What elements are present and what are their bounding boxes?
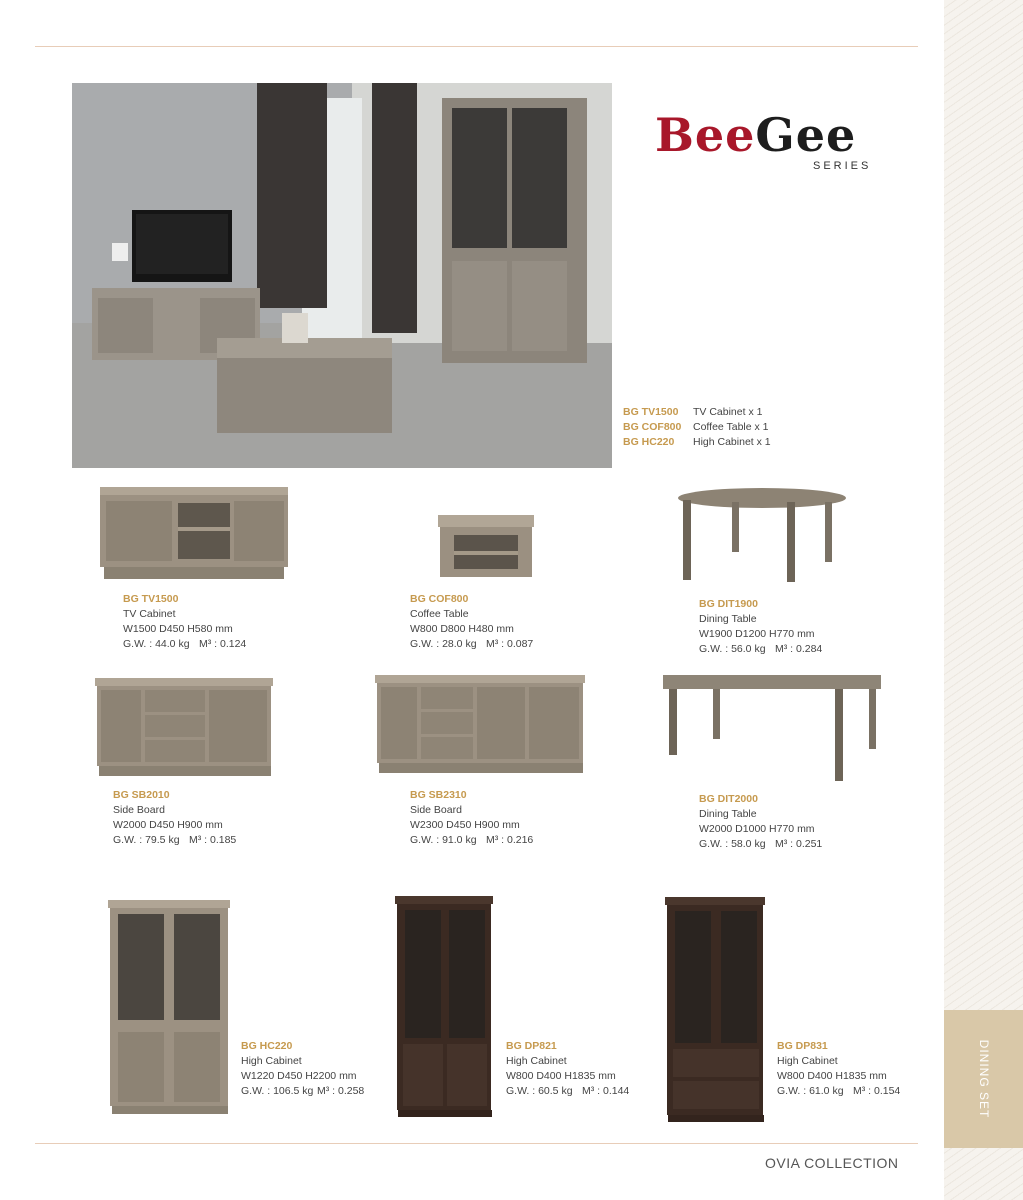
brand-name-part2: Gee (755, 108, 857, 162)
high-cabinet-dp821-image (395, 896, 495, 1118)
side-board-2310-image (375, 675, 587, 775)
product-volume: M³ : 0.124 (199, 638, 247, 650)
brand-logo (655, 108, 885, 178)
product-volume: M³ : 0.216 (486, 834, 534, 846)
product-gross-weight: G.W. : 91.0 kg (410, 834, 477, 846)
collection-footer: OVIA COLLECTION (765, 1155, 899, 1171)
bottom-divider (35, 1143, 918, 1144)
product-name: High Cabinet (506, 1055, 567, 1067)
product-code: BG SB2310 (410, 789, 467, 801)
product-gross-weight: G.W. : 58.0 kg (699, 838, 766, 850)
product-name: Dining Table (699, 808, 757, 820)
product-dimensions: W2000 D450 H900 mm (113, 819, 223, 831)
dining-table-1900-image (677, 488, 847, 583)
set-legend (623, 405, 771, 450)
product-info-dit1900 (699, 597, 822, 657)
product-dimensions: W1500 D450 H580 mm (123, 623, 233, 635)
brand-series: SERIES (813, 160, 872, 172)
product-name: High Cabinet (777, 1055, 838, 1067)
product-info-dit2000 (699, 792, 822, 852)
product-info-dp821 (506, 1039, 629, 1099)
top-divider (35, 46, 918, 47)
legend-code: BG TV1500 (623, 406, 679, 418)
product-gross-weight: G.W. : 44.0 kg (123, 638, 190, 650)
tv-cabinet-image (100, 487, 290, 582)
product-name: Dining Table (699, 613, 757, 625)
product-gross-weight: G.W. : 61.0 kg (777, 1085, 844, 1097)
product-name: Side Board (113, 804, 165, 816)
product-info-tv1500 (123, 592, 246, 652)
product-volume: M³ : 0.251 (775, 838, 823, 850)
coffee-table-image (438, 515, 536, 580)
legend-code: BG HC220 (623, 436, 675, 448)
product-code: BG DIT2000 (699, 793, 758, 805)
product-dimensions: W1900 D1200 H770 mm (699, 628, 815, 640)
legend-row (623, 405, 771, 420)
product-code: BG SB2010 (113, 789, 170, 801)
product-name: TV Cabinet (123, 608, 176, 620)
legend-row (623, 435, 771, 450)
high-cabinet-hc220-image (108, 900, 232, 1115)
product-code: BG DIT1900 (699, 598, 758, 610)
high-cabinet-dp831-image (665, 897, 767, 1123)
product-info-cof800 (410, 592, 533, 652)
dining-table-2000-image (663, 673, 883, 783)
product-code: BG COF800 (410, 593, 469, 605)
product-dimensions: W800 D400 H1835 mm (506, 1070, 616, 1082)
section-tab-label: DINING SET (976, 1039, 991, 1119)
product-info-sb2010 (113, 788, 236, 848)
product-name: Side Board (410, 804, 462, 816)
product-gross-weight: G.W. : 60.5 kg (506, 1085, 573, 1097)
product-volume: M³ : 0.185 (189, 834, 237, 846)
product-dimensions: W800 D400 H1835 mm (777, 1070, 887, 1082)
product-code: BG HC220 (241, 1040, 293, 1052)
product-gross-weight: G.W. : 56.0 kg (699, 643, 766, 655)
product-volume: M³ : 0.144 (582, 1085, 630, 1097)
product-volume: M³ : 0.258 (317, 1085, 365, 1097)
product-info-dp831 (777, 1039, 900, 1099)
brand-name-part1: Bee (655, 108, 756, 162)
legend-desc: Coffee Table x 1 (693, 421, 769, 433)
product-code: BG TV1500 (123, 593, 179, 605)
product-code: BG DP831 (777, 1040, 828, 1052)
room-scene-photo (72, 83, 612, 468)
product-gross-weight: G.W. : 79.5 kg (113, 834, 180, 846)
product-gross-weight: G.W. : 28.0 kg (410, 638, 477, 650)
product-dimensions: W1220 D450 H2200 mm (241, 1070, 357, 1082)
product-dimensions: W2000 D1000 H770 mm (699, 823, 815, 835)
section-tab[interactable] (944, 1010, 1023, 1148)
product-info-hc220 (241, 1039, 364, 1099)
product-name: Coffee Table (410, 608, 469, 620)
product-volume: M³ : 0.087 (486, 638, 534, 650)
product-volume: M³ : 0.284 (775, 643, 823, 655)
product-info-sb2310 (410, 788, 533, 848)
legend-row (623, 420, 771, 435)
legend-desc: High Cabinet x 1 (693, 436, 771, 448)
product-gross-weight: G.W. : 106.5 kg (241, 1085, 314, 1097)
product-code: BG DP821 (506, 1040, 557, 1052)
side-board-2010-image (95, 678, 275, 778)
product-name: High Cabinet (241, 1055, 302, 1067)
product-dimensions: W2300 D450 H900 mm (410, 819, 520, 831)
product-dimensions: W800 D800 H480 mm (410, 623, 514, 635)
legend-code: BG COF800 (623, 421, 682, 433)
product-volume: M³ : 0.154 (853, 1085, 901, 1097)
legend-desc: TV Cabinet x 1 (693, 406, 763, 418)
